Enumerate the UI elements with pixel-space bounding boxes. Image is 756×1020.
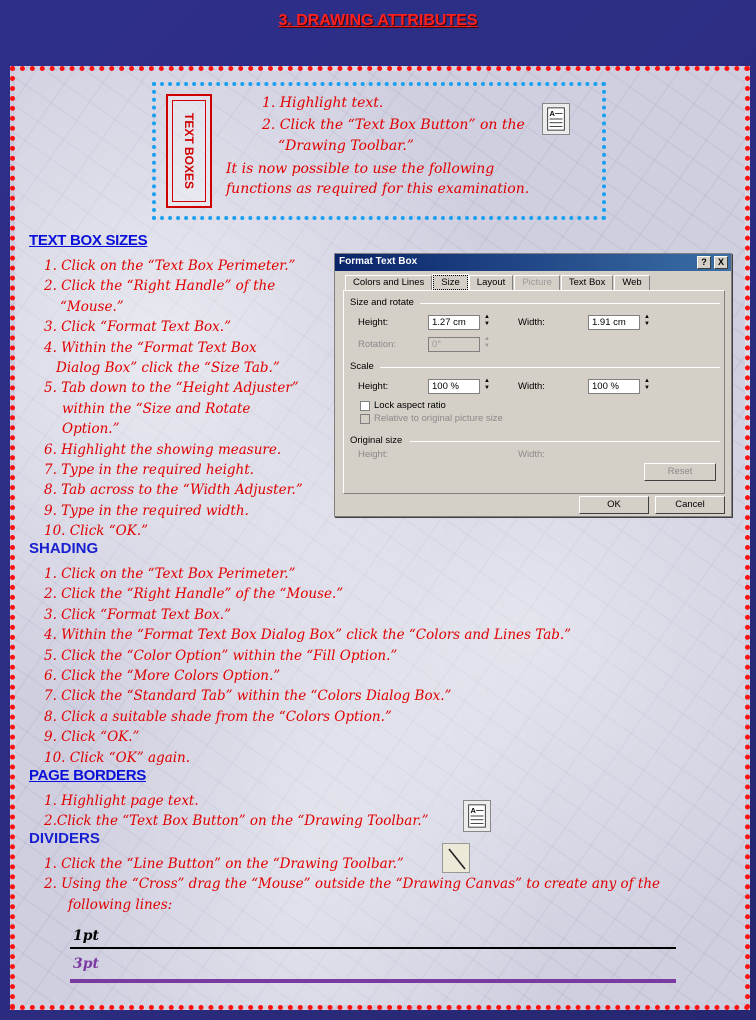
intro-note-line1: It is now possible to use the following (226, 161, 495, 177)
height-label: Height: (358, 317, 389, 328)
list-item: 6. Click the “More Colors Option.” (44, 668, 281, 685)
heading-page-borders: PAGE BORDERS (29, 767, 146, 784)
dialog-title-bar (335, 254, 731, 271)
list-item: 2. Click the “Right Handle” of the (44, 278, 276, 295)
list-item: 7. Click the “Standard Tab” within the “Colors Dialog Box.” (44, 688, 452, 705)
page-borders-list (44, 791, 429, 832)
list-item: 2.Click the “Text Box Button” on the “Drawing Toolbar.” (44, 813, 429, 830)
divider-line-1pt (70, 947, 676, 949)
tab-web[interactable]: Web (614, 275, 649, 290)
tab-text-box[interactable]: Text Box (561, 275, 613, 290)
list-item: Dialog Box” click the “Size Tab.” (56, 360, 280, 377)
scale-width-spinner[interactable] (639, 379, 655, 394)
scale-height-field[interactable]: 100 % (428, 379, 480, 394)
tab-layout[interactable]: Layout (469, 275, 514, 290)
list-item: “Mouse.” (60, 298, 124, 315)
divider-line-3pt (70, 979, 676, 983)
scale-height-label: Height: (358, 381, 389, 392)
list-item: 6. Highlight the showing measure. (44, 441, 282, 458)
intro-note-line2: functions as required for this examination. (226, 181, 530, 197)
height-field[interactable]: 1.27 cm (428, 315, 480, 330)
heading-dividers: DIVIDERS (29, 830, 100, 847)
reset-button: Reset (644, 463, 716, 481)
group-divider (410, 441, 720, 442)
help-button[interactable]: ? (697, 256, 711, 269)
tab-size[interactable]: Size (433, 275, 467, 290)
relative-picture-label: Relative to original picture size (374, 413, 503, 424)
lock-aspect-checkbox[interactable] (360, 401, 370, 411)
line-tool-icon (442, 843, 470, 873)
original-size-group-label: Original size (350, 435, 403, 446)
list-item: 4. Within the “Format Text Box (44, 339, 257, 356)
ok-button[interactable]: OK (579, 496, 649, 514)
list-item: 3. Click “Format Text Box.” (44, 319, 231, 336)
size-rotate-group-label: Size and rotate (350, 297, 414, 308)
close-button[interactable]: X (714, 256, 728, 269)
text-box-icon (542, 103, 570, 135)
format-text-box-dialog (334, 253, 732, 517)
list-item: 1. Highlight page text. (44, 793, 199, 809)
vertical-label: TEXT BOXES (182, 112, 197, 190)
line-label-1pt: 1pt (73, 928, 99, 944)
sizes-list (44, 256, 303, 542)
scale-group-label: Scale (350, 361, 374, 372)
lock-aspect-label: Lock aspect ratio (374, 400, 446, 411)
list-item: 8. Tab across to the “Width Adjuster.” (44, 482, 303, 499)
list-item: 5. Click the “Color Option” within the “Fill Option.” (44, 647, 398, 664)
scale-width-label: Width: (518, 381, 545, 392)
text-box-icon (463, 800, 491, 832)
intro-step-1: 1. Highlight text. (262, 95, 384, 111)
page-title: 3. DRAWING ATTRIBUTES (278, 12, 478, 29)
group-divider (380, 367, 720, 368)
orig-height-label: Height: (358, 449, 389, 460)
dialog-title: Format Text Box (339, 256, 418, 267)
list-item: 1. Click on the “Text Box Perimeter.” (44, 258, 296, 274)
tab-picture: Picture (514, 275, 560, 290)
list-item: 4. Within the “Format Text Box Dialog Box” click the “Colors and Lines Tab.” (44, 627, 572, 644)
group-divider (420, 303, 720, 304)
dialog-tabs (345, 275, 651, 291)
list-item: 10. Click “OK” again. (44, 749, 191, 766)
heading-shading: SHADING (29, 540, 99, 557)
shading-list (44, 564, 571, 768)
list-item: 3. Click “Format Text Box.” (44, 606, 231, 623)
orig-width-label: Width: (518, 449, 545, 460)
heading-text-box-sizes: TEXT BOX SIZES (29, 232, 148, 249)
text-boxes-label-box (166, 94, 212, 208)
intro-step-2: 2. Click the “Text Box Button” on the (262, 117, 525, 133)
svg-text:A: A (549, 109, 555, 119)
list-item: Option.” (62, 421, 120, 438)
scale-width-field[interactable]: 100 % (588, 379, 640, 394)
list-item: 8. Click a suitable shade from the “Colors Option.” (44, 708, 392, 725)
scale-height-spinner[interactable] (479, 379, 495, 394)
list-item: 1. Click the “Line Button” on the “Drawing Toolbar.” (44, 856, 404, 872)
width-spinner[interactable] (639, 315, 655, 330)
cancel-button[interactable]: Cancel (655, 496, 725, 514)
rotation-label: Rotation: (358, 339, 397, 350)
intro-step-2-cont: “Drawing Toolbar.” (278, 138, 414, 154)
rotation-field: 0° (428, 337, 480, 352)
list-item: following lines: (68, 896, 173, 913)
line-label-3pt: 3pt (73, 956, 99, 972)
width-label: Width: (518, 317, 545, 328)
list-item: 9. Click “OK.” (44, 729, 140, 746)
list-item: 1. Click on the “Text Box Perimeter.” (44, 566, 296, 582)
dividers-list (44, 854, 660, 915)
width-field[interactable]: 1.91 cm (588, 315, 640, 330)
list-item: 5. Tab down to the “Height Adjuster” (44, 380, 299, 397)
svg-text:A: A (470, 806, 476, 816)
list-item: 2. Click the “Right Handle” of the “Mouse.” (44, 586, 344, 603)
height-spinner[interactable] (479, 315, 495, 330)
dialog-body (343, 290, 725, 494)
tab-colors-and-lines[interactable]: Colors and Lines (345, 275, 432, 290)
relative-picture-checkbox (360, 414, 370, 424)
list-item: 9. Type in the required width. (44, 502, 249, 519)
list-item: 10. Click “OK.” (44, 523, 149, 540)
rotation-spinner (479, 337, 495, 352)
list-item: 2. Using the “Cross” drag the “Mouse” outside the “Drawing Canvas” to create any of the (44, 876, 661, 893)
list-item: within the “Size and Rotate (62, 400, 251, 417)
list-item: 7. Type in the required height. (44, 462, 254, 479)
